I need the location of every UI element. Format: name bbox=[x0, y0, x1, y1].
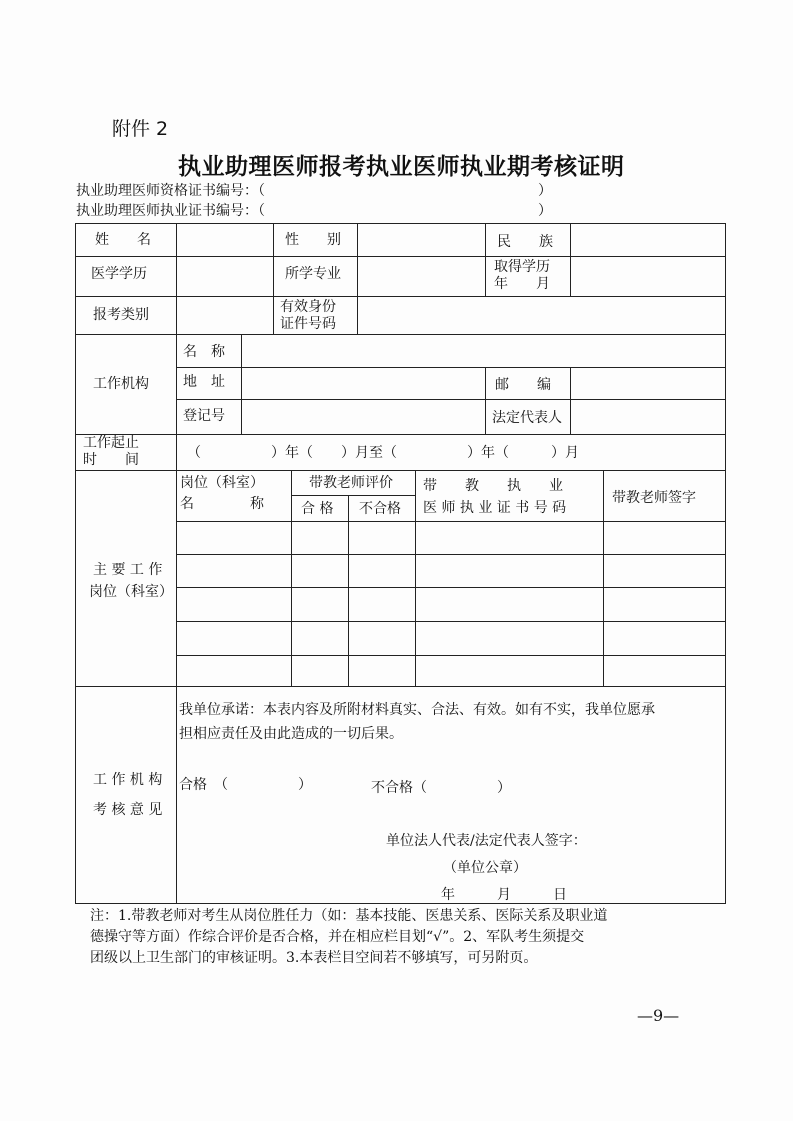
work-time-label-line1: 工作起止 bbox=[83, 435, 139, 451]
review-label-line1: 工 作 机 构 bbox=[93, 772, 163, 788]
page-number: —9— bbox=[637, 1006, 680, 1025]
ethnicity-label: 民 族 bbox=[497, 234, 553, 250]
work-period-field: （ ）年（ ）月至（ ）年（ ）月 bbox=[187, 445, 579, 461]
teacher-eval-header: 带教老师评价 bbox=[309, 475, 393, 491]
document-title: 执业助理医师报考执业医师执业期考核证明 bbox=[178, 153, 625, 180]
reg-no-label: 登记号 bbox=[183, 408, 225, 424]
signature-label: 单位法人代表/法定代表人签字： bbox=[386, 833, 587, 849]
id-label-line1: 有效身份 bbox=[280, 299, 336, 315]
exam-category-label: 报考类别 bbox=[93, 307, 149, 323]
postcode-label: 邮 编 bbox=[495, 377, 551, 393]
assessment-form-table bbox=[75, 223, 726, 904]
name-label: 姓 名 bbox=[95, 232, 151, 248]
teacher-cert-header-line2: 医 师 执 业 证 书 号 码 bbox=[423, 500, 567, 516]
unqualified-option: 不合格（ ） bbox=[371, 780, 511, 796]
main-post-label-line1: 主 要 工 作 bbox=[93, 562, 163, 578]
work-time-label-line2: 时 间 bbox=[83, 452, 139, 468]
post-name-header-line1: 岗位（科室） bbox=[180, 475, 264, 491]
qualified-option: 合格 （ ） bbox=[179, 777, 312, 793]
main-post-label-line2: 岗位（科室） bbox=[89, 584, 173, 600]
promise-text-line2: 担相应责任及由此造成的一切后果。 bbox=[179, 726, 403, 742]
attachment-label: 附件 2 bbox=[112, 118, 169, 140]
pass-header: 合 格 bbox=[301, 501, 334, 517]
org-name-label: 名 称 bbox=[183, 344, 225, 360]
teacher-sign-header: 带教老师签字 bbox=[612, 490, 696, 506]
footnote-line: 德操守等方面）作综合评价是否合格，并在相应栏目划“√”。2、军队考生须提交 bbox=[90, 929, 585, 945]
footnote-line: 注：1.带教老师对考生从岗位胜任力（如：基本技能、医患关系、医际关系及职业道 bbox=[90, 908, 608, 924]
practice-cert-close: ） bbox=[538, 203, 552, 219]
practice-cert-label: 执业助理医师执业证书编号：（ bbox=[76, 203, 265, 219]
id-label-line2: 证件号码 bbox=[280, 316, 336, 332]
practice-cert-number-line bbox=[76, 200, 552, 220]
qualification-cert-close: ） bbox=[538, 183, 552, 199]
org-address-label: 地 址 bbox=[183, 374, 225, 390]
education-label: 医学学历 bbox=[91, 266, 147, 282]
major-label: 所学专业 bbox=[285, 266, 341, 282]
degree-date-label-line1: 取得学历 bbox=[494, 259, 550, 275]
seal-label: （单位公章） bbox=[443, 860, 527, 876]
work-org-label: 工作机构 bbox=[93, 376, 149, 392]
legal-rep-label: 法定代表人 bbox=[492, 410, 562, 426]
degree-date-label-line2: 年 月 bbox=[494, 276, 550, 292]
review-label-line2: 考 核 意 见 bbox=[93, 802, 163, 818]
footnote bbox=[90, 906, 720, 969]
qualification-cert-label: 执业助理医师资格证书编号：（ bbox=[76, 183, 265, 199]
footnote-line: 团级以上卫生部门的审核证明。3.本表栏目空间若不够填写，可另附页。 bbox=[90, 950, 538, 966]
fail-header: 不合格 bbox=[359, 501, 401, 517]
promise-text-line1: 我单位承诺：本表内容及所附材料真实、合法、有效。如有不实，我单位愿承 bbox=[179, 702, 655, 718]
qualification-cert-number-line bbox=[76, 180, 552, 200]
date-field: 年 月 日 bbox=[441, 887, 567, 903]
gender-label: 性 别 bbox=[285, 232, 341, 248]
post-name-header-line2: 名 称 bbox=[180, 496, 264, 512]
teacher-cert-header-line1: 带 教 执 业 bbox=[423, 478, 563, 494]
